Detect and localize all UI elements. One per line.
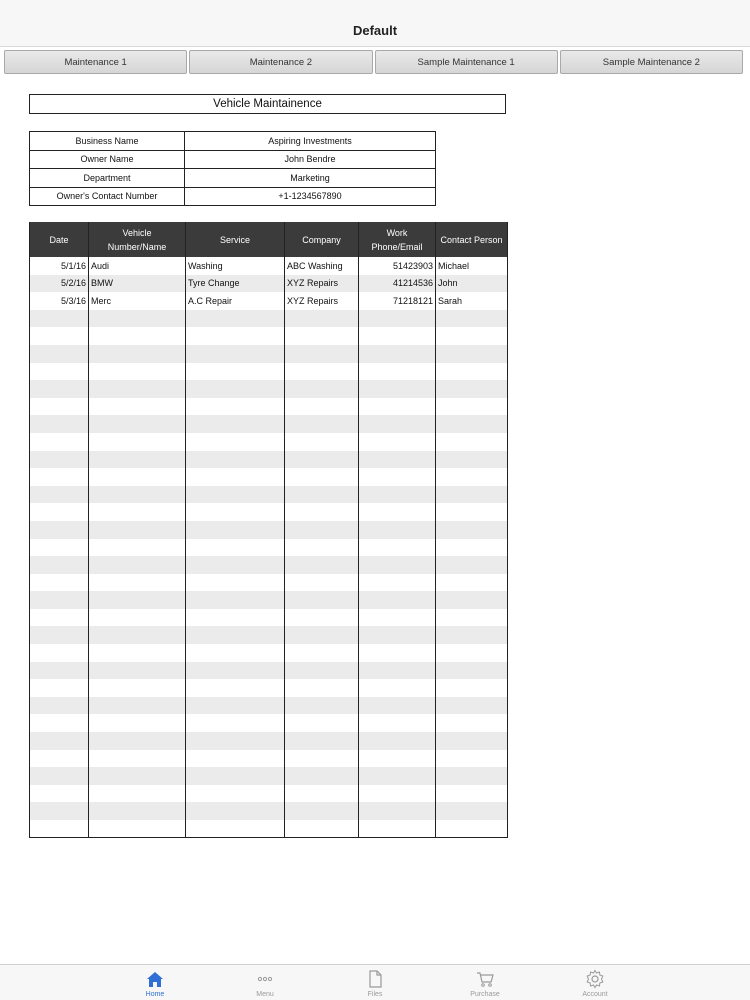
empty-cell[interactable] — [30, 539, 89, 557]
column-header-contact-person[interactable] — [436, 222, 508, 257]
empty-cell[interactable] — [436, 433, 508, 451]
empty-cell[interactable] — [359, 398, 436, 416]
sheet-title[interactable]: Vehicle Maintainence — [29, 94, 506, 114]
info-key[interactable]: Owner Name — [30, 150, 185, 169]
empty-cell[interactable] — [359, 714, 436, 732]
empty-cell[interactable] — [436, 732, 508, 750]
table-row — [30, 750, 508, 768]
table-row — [30, 521, 508, 539]
empty-cell[interactable] — [359, 451, 436, 469]
empty-cell[interactable] — [285, 486, 359, 504]
home-icon — [145, 969, 165, 989]
empty-cell[interactable] — [30, 415, 89, 433]
empty-cell[interactable] — [30, 802, 89, 820]
empty-cell[interactable] — [186, 503, 285, 521]
table-row — [30, 415, 508, 433]
empty-cell[interactable] — [30, 820, 89, 838]
empty-cell[interactable] — [359, 662, 436, 680]
tab-sample-maintenance-1[interactable]: Sample Maintenance 1 — [375, 50, 558, 74]
empty-cell[interactable] — [89, 644, 186, 662]
empty-cell[interactable] — [186, 310, 285, 328]
empty-cell[interactable] — [186, 732, 285, 750]
empty-cell[interactable] — [436, 398, 508, 416]
empty-cell[interactable] — [30, 503, 89, 521]
empty-cell[interactable] — [436, 820, 508, 838]
empty-cell[interactable] — [285, 468, 359, 486]
table-row — [30, 679, 508, 697]
empty-cell[interactable] — [89, 433, 186, 451]
empty-cell[interactable] — [186, 662, 285, 680]
empty-cell[interactable] — [30, 714, 89, 732]
empty-cell[interactable] — [186, 433, 285, 451]
tab-maintenance-1[interactable]: Maintenance 1 — [4, 50, 187, 74]
empty-cell[interactable] — [186, 714, 285, 732]
column-header-label: Contact Person — [440, 234, 503, 245]
tabbar-label: Purchase — [470, 991, 500, 998]
empty-cell[interactable] — [89, 521, 186, 539]
empty-cell[interactable] — [186, 697, 285, 715]
table-row — [30, 539, 508, 557]
empty-cell[interactable] — [30, 486, 89, 504]
empty-cell[interactable] — [89, 345, 186, 363]
empty-cell[interactable] — [436, 662, 508, 680]
empty-cell[interactable] — [285, 662, 359, 680]
cell-company[interactable]: ABC Washing — [285, 257, 359, 275]
empty-cell[interactable] — [30, 468, 89, 486]
cell-company[interactable]: XYZ Repairs — [285, 275, 359, 293]
empty-cell[interactable] — [89, 380, 186, 398]
cell-service[interactable]: A.C Repair — [186, 292, 285, 310]
table-row — [30, 662, 508, 680]
info-value[interactable]: John Bendre — [185, 150, 436, 169]
empty-cell[interactable] — [89, 415, 186, 433]
info-key[interactable]: Department — [30, 169, 185, 188]
empty-cell[interactable] — [89, 732, 186, 750]
column-header-service[interactable] — [186, 222, 285, 257]
table-row — [30, 644, 508, 662]
empty-cell[interactable] — [89, 591, 186, 609]
empty-cell[interactable] — [89, 785, 186, 803]
tabbar-label: Menu — [256, 991, 274, 998]
column-header-label: Number/Name — [107, 241, 167, 252]
empty-cell[interactable] — [359, 415, 436, 433]
empty-cell[interactable] — [30, 697, 89, 715]
table-row — [30, 626, 508, 644]
empty-cell[interactable] — [285, 750, 359, 768]
empty-cell[interactable] — [436, 802, 508, 820]
empty-cell[interactable] — [186, 609, 285, 627]
empty-cell[interactable] — [186, 820, 285, 838]
empty-cell[interactable] — [359, 380, 436, 398]
empty-cell[interactable] — [285, 626, 359, 644]
empty-cell[interactable] — [186, 574, 285, 592]
empty-cell[interactable] — [89, 363, 186, 381]
info-row — [30, 150, 436, 169]
more-icon — [255, 969, 275, 989]
empty-cell[interactable] — [436, 345, 508, 363]
nav-bar — [0, 0, 750, 47]
info-value[interactable]: Aspiring Investments — [185, 132, 436, 151]
table-row — [30, 732, 508, 750]
empty-cell[interactable] — [89, 398, 186, 416]
empty-cell[interactable] — [30, 556, 89, 574]
empty-cell[interactable] — [285, 820, 359, 838]
empty-cell[interactable] — [359, 521, 436, 539]
empty-cell[interactable] — [89, 767, 186, 785]
empty-cell[interactable] — [186, 626, 285, 644]
empty-cell[interactable] — [359, 785, 436, 803]
empty-cell[interactable] — [436, 679, 508, 697]
empty-cell[interactable] — [89, 468, 186, 486]
info-row — [30, 187, 436, 206]
empty-cell[interactable] — [285, 556, 359, 574]
empty-cell[interactable] — [89, 626, 186, 644]
empty-cell[interactable] — [186, 679, 285, 697]
empty-cell[interactable] — [436, 415, 508, 433]
empty-cell[interactable] — [436, 521, 508, 539]
empty-cell[interactable] — [186, 750, 285, 768]
empty-cell[interactable] — [285, 415, 359, 433]
empty-cell[interactable] — [186, 767, 285, 785]
empty-cell[interactable] — [285, 732, 359, 750]
empty-cell[interactable] — [285, 714, 359, 732]
empty-cell[interactable] — [30, 433, 89, 451]
cell-vehicle[interactable]: Merc — [89, 292, 186, 310]
table-row — [30, 503, 508, 521]
empty-cell[interactable] — [186, 398, 285, 416]
tabbar-purchase[interactable] — [430, 965, 540, 1000]
column-header-work-contact[interactable] — [359, 222, 436, 257]
empty-cell[interactable] — [30, 380, 89, 398]
cell-vehicle[interactable]: BMW — [89, 275, 186, 293]
empty-cell[interactable] — [285, 644, 359, 662]
empty-cell[interactable] — [436, 714, 508, 732]
empty-cell[interactable] — [359, 327, 436, 345]
gear-icon — [585, 969, 605, 989]
cell-service[interactable]: Tyre Change — [186, 275, 285, 293]
cell-work-contact[interactable]: 71218121 — [359, 292, 436, 310]
column-header-label: Date — [49, 234, 69, 245]
empty-cell[interactable] — [30, 609, 89, 627]
empty-cell[interactable] — [436, 574, 508, 592]
empty-cell[interactable] — [186, 415, 285, 433]
empty-cell[interactable] — [30, 785, 89, 803]
empty-cell[interactable] — [359, 310, 436, 328]
table-row — [30, 292, 508, 310]
empty-cell[interactable] — [436, 609, 508, 627]
empty-cell[interactable] — [30, 363, 89, 381]
empty-cell[interactable] — [186, 521, 285, 539]
page-title: Default — [352, 22, 398, 38]
table-row — [30, 767, 508, 785]
table-row — [30, 486, 508, 504]
empty-cell[interactable] — [359, 591, 436, 609]
empty-cell[interactable] — [285, 398, 359, 416]
bottom-tab-bar — [0, 964, 750, 1000]
info-value[interactable]: +1-1234567890 — [185, 187, 436, 206]
column-header-label: Company — [302, 234, 341, 245]
table-row — [30, 556, 508, 574]
empty-cell[interactable] — [186, 539, 285, 557]
sheet-tabs — [4, 50, 743, 74]
info-value[interactable]: Marketing — [185, 169, 436, 188]
empty-cell[interactable] — [285, 591, 359, 609]
table-row — [30, 609, 508, 627]
column-header-company[interactable] — [285, 222, 359, 257]
file-icon — [365, 969, 385, 989]
empty-cell[interactable] — [436, 556, 508, 574]
empty-cell[interactable] — [186, 802, 285, 820]
cell-vehicle[interactable]: Audi — [89, 257, 186, 275]
cell-company[interactable]: XYZ Repairs — [285, 292, 359, 310]
empty-cell[interactable] — [89, 697, 186, 715]
column-header-label: Phone/Email — [371, 241, 423, 252]
table-row — [30, 820, 508, 838]
empty-cell[interactable] — [285, 767, 359, 785]
column-header-label: Service — [219, 234, 250, 245]
tabbar-label: Home — [145, 991, 165, 998]
info-key[interactable]: Owner's Contact Number — [30, 187, 185, 206]
empty-cell[interactable] — [30, 662, 89, 680]
empty-cell[interactable] — [359, 679, 436, 697]
empty-cell[interactable] — [30, 398, 89, 416]
cell-contact-person[interactable]: John — [436, 275, 508, 293]
empty-cell[interactable] — [285, 521, 359, 539]
empty-cell[interactable] — [186, 345, 285, 363]
cart-icon — [475, 969, 495, 989]
cell-date[interactable]: 5/2/16 — [30, 275, 89, 293]
empty-cell[interactable] — [436, 539, 508, 557]
empty-cell[interactable] — [359, 767, 436, 785]
log-header-row — [30, 222, 508, 257]
empty-cell[interactable] — [186, 486, 285, 504]
empty-cell[interactable] — [436, 486, 508, 504]
tabbar-label: Account — [582, 991, 608, 998]
empty-cell[interactable] — [186, 591, 285, 609]
empty-cell[interactable] — [89, 503, 186, 521]
empty-cell[interactable] — [285, 679, 359, 697]
empty-cell[interactable] — [30, 679, 89, 697]
empty-cell[interactable] — [30, 345, 89, 363]
table-row — [30, 697, 508, 715]
cell-contact-person[interactable]: Michael — [436, 257, 508, 275]
empty-cell[interactable] — [89, 574, 186, 592]
info-row — [30, 169, 436, 188]
maintenance-log-table — [29, 222, 508, 838]
empty-cell[interactable] — [30, 732, 89, 750]
table-row — [30, 327, 508, 345]
empty-cell[interactable] — [89, 662, 186, 680]
empty-cell[interactable] — [436, 451, 508, 469]
empty-cell[interactable] — [359, 468, 436, 486]
empty-cell[interactable] — [436, 697, 508, 715]
empty-cell[interactable] — [30, 521, 89, 539]
empty-cell[interactable] — [285, 574, 359, 592]
table-row — [30, 380, 508, 398]
empty-cell[interactable] — [359, 802, 436, 820]
empty-cell[interactable] — [436, 363, 508, 381]
empty-cell[interactable] — [359, 820, 436, 838]
empty-cell[interactable] — [89, 327, 186, 345]
empty-cell[interactable] — [89, 679, 186, 697]
table-row — [30, 785, 508, 803]
empty-cell[interactable] — [359, 556, 436, 574]
table-row — [30, 275, 508, 293]
empty-cell[interactable] — [30, 327, 89, 345]
table-row — [30, 591, 508, 609]
empty-cell[interactable] — [30, 626, 89, 644]
column-header-date[interactable] — [30, 222, 89, 257]
empty-cell[interactable] — [285, 380, 359, 398]
empty-cell[interactable] — [359, 697, 436, 715]
tabbar-files[interactable] — [320, 965, 430, 1000]
empty-cell[interactable] — [436, 750, 508, 768]
table-row — [30, 574, 508, 592]
table-row — [30, 714, 508, 732]
column-header-label: Work — [386, 227, 408, 238]
table-row — [30, 433, 508, 451]
table-row — [30, 451, 508, 469]
empty-cell[interactable] — [359, 539, 436, 557]
tab-maintenance-2[interactable]: Maintenance 2 — [189, 50, 372, 74]
empty-cell[interactable] — [30, 644, 89, 662]
empty-cell[interactable] — [89, 714, 186, 732]
info-row — [30, 132, 436, 151]
empty-cell[interactable] — [89, 451, 186, 469]
empty-cell[interactable] — [359, 626, 436, 644]
empty-cell[interactable] — [359, 574, 436, 592]
empty-cell[interactable] — [359, 486, 436, 504]
cell-contact-person[interactable]: Sarah — [436, 292, 508, 310]
empty-cell[interactable] — [285, 327, 359, 345]
empty-cell[interactable] — [89, 486, 186, 504]
cell-service[interactable]: Washing — [186, 257, 285, 275]
empty-cell[interactable] — [359, 609, 436, 627]
table-row — [30, 310, 508, 328]
empty-cell[interactable] — [436, 767, 508, 785]
empty-cell[interactable] — [436, 644, 508, 662]
empty-cell[interactable] — [89, 802, 186, 820]
empty-cell[interactable] — [285, 609, 359, 627]
tabbar-home[interactable] — [100, 965, 210, 1000]
empty-cell[interactable] — [89, 750, 186, 768]
table-row — [30, 468, 508, 486]
table-row — [30, 363, 508, 381]
column-header-vehicle[interactable] — [89, 222, 186, 257]
empty-cell[interactable] — [285, 785, 359, 803]
empty-cell[interactable] — [359, 644, 436, 662]
empty-cell[interactable] — [359, 345, 436, 363]
cell-date[interactable]: 5/1/16 — [30, 257, 89, 275]
tabbar-account[interactable] — [540, 965, 650, 1000]
empty-cell[interactable] — [285, 451, 359, 469]
empty-cell[interactable] — [436, 310, 508, 328]
empty-cell[interactable] — [436, 327, 508, 345]
empty-cell[interactable] — [285, 363, 359, 381]
empty-cell[interactable] — [89, 310, 186, 328]
empty-cell[interactable] — [30, 451, 89, 469]
empty-cell[interactable] — [359, 363, 436, 381]
tabbar-menu[interactable] — [210, 965, 320, 1000]
empty-cell[interactable] — [89, 820, 186, 838]
empty-cell[interactable] — [89, 556, 186, 574]
table-row — [30, 802, 508, 820]
empty-cell[interactable] — [359, 750, 436, 768]
empty-cell[interactable] — [186, 327, 285, 345]
tabbar-label: Files — [367, 991, 383, 998]
empty-cell[interactable] — [285, 310, 359, 328]
cell-work-contact[interactable]: 41214536 — [359, 275, 436, 293]
empty-cell[interactable] — [89, 609, 186, 627]
empty-cell[interactable] — [436, 626, 508, 644]
empty-cell[interactable] — [89, 539, 186, 557]
info-table — [29, 131, 436, 206]
empty-cell[interactable] — [285, 433, 359, 451]
empty-cell[interactable] — [30, 591, 89, 609]
tab-sample-maintenance-2[interactable]: Sample Maintenance 2 — [560, 50, 743, 74]
empty-cell[interactable] — [285, 539, 359, 557]
empty-cell[interactable] — [359, 732, 436, 750]
empty-cell[interactable] — [186, 644, 285, 662]
empty-cell[interactable] — [359, 433, 436, 451]
empty-cell[interactable] — [436, 785, 508, 803]
empty-cell[interactable] — [186, 468, 285, 486]
empty-cell[interactable] — [285, 697, 359, 715]
empty-cell[interactable] — [359, 503, 436, 521]
empty-cell[interactable] — [285, 802, 359, 820]
table-row — [30, 257, 508, 275]
empty-cell[interactable] — [285, 345, 359, 363]
cell-work-contact[interactable]: 51423903 — [359, 257, 436, 275]
empty-cell[interactable] — [436, 591, 508, 609]
empty-cell[interactable] — [436, 468, 508, 486]
empty-cell[interactable] — [436, 503, 508, 521]
empty-cell[interactable] — [30, 767, 89, 785]
cell-date[interactable]: 5/3/16 — [30, 292, 89, 310]
empty-cell[interactable] — [285, 503, 359, 521]
info-key[interactable]: Business Name — [30, 132, 185, 151]
table-row — [30, 345, 508, 363]
empty-cell[interactable] — [30, 750, 89, 768]
empty-cell[interactable] — [186, 380, 285, 398]
empty-cell[interactable] — [186, 451, 285, 469]
empty-cell[interactable] — [186, 556, 285, 574]
empty-cell[interactable] — [436, 380, 508, 398]
empty-cell[interactable] — [186, 785, 285, 803]
column-header-label: Vehicle — [122, 227, 152, 238]
empty-cell[interactable] — [30, 310, 89, 328]
table-row — [30, 398, 508, 416]
empty-cell[interactable] — [30, 574, 89, 592]
empty-cell[interactable] — [186, 363, 285, 381]
